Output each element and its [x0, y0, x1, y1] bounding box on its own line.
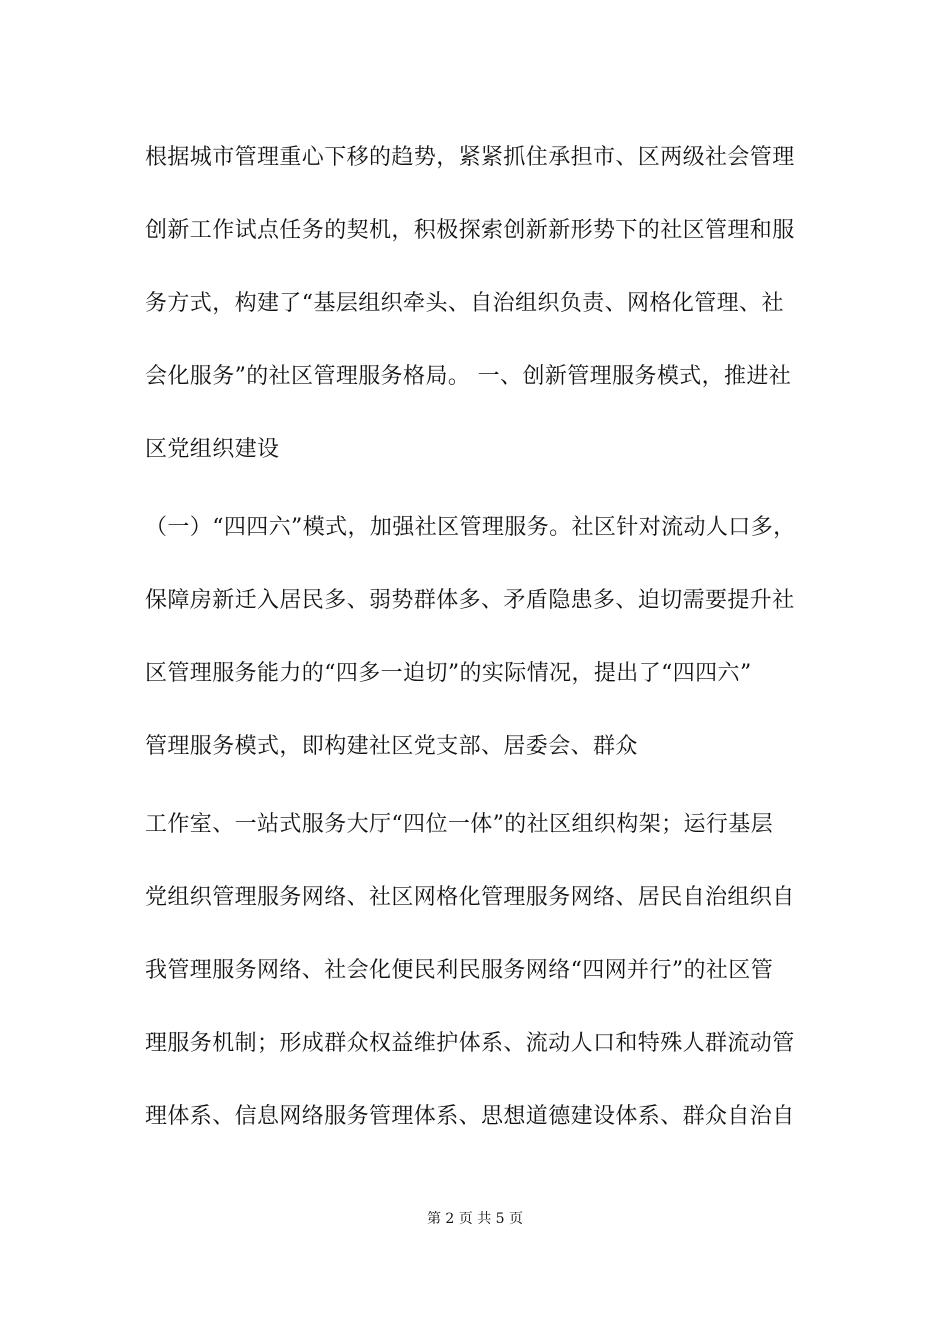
text-line-1: 根据城市管理重心下移的趋势，紧紧抓住承担市、区两级社会管理 [145, 145, 795, 170]
text-line-6: （一）“四四六”模式，加强社区管理服务。社区针对流动人口多， [145, 515, 796, 540]
text-line-14: 理体系、信息网络服务管理体系、思想道德建设体系、群众自治自 [145, 1104, 795, 1129]
text-line-9: 管理服务模式，即构建社区党支部、居委会、群众 [145, 734, 638, 759]
text-line-4: 会化服务”的社区管理服务格局。 一、创新管理服务模式，推进社 [145, 364, 792, 389]
text-line-11: 党组织管理服务网络、社区网格化管理服务网络、居民自治组织自 [145, 885, 795, 910]
text-line-13: 理服务机制；形成群众权益维护体系、流动人口和特殊人群流动管 [145, 1031, 795, 1056]
text-line-10: 工作室、一站式服务大厅“四位一体”的社区组织构架；运行基层 [145, 812, 774, 837]
text-line-12: 我管理服务网络、社会化便民利民服务网络“四网并行”的社区管 [145, 958, 774, 983]
text-line-3: 务方式，构建了“基层组织牵头、自治组织负责、网格化管理、社 [145, 291, 784, 316]
text-line-7: 保障房新迁入居民多、弱势群体多、矛盾隐患多、迫切需要提升社 [145, 588, 795, 613]
text-line-8: 区管理服务能力的“四多一迫切”的实际情况，提出了“四四六” [145, 661, 752, 686]
text-line-2: 创新工作试点任务的契机，积极探索创新新形势下的社区管理和服 [145, 218, 795, 243]
page-number-footer: 第 2 页 共 5 页 [426, 1211, 524, 1227]
text-line-5: 区党组织建设 [145, 437, 280, 462]
